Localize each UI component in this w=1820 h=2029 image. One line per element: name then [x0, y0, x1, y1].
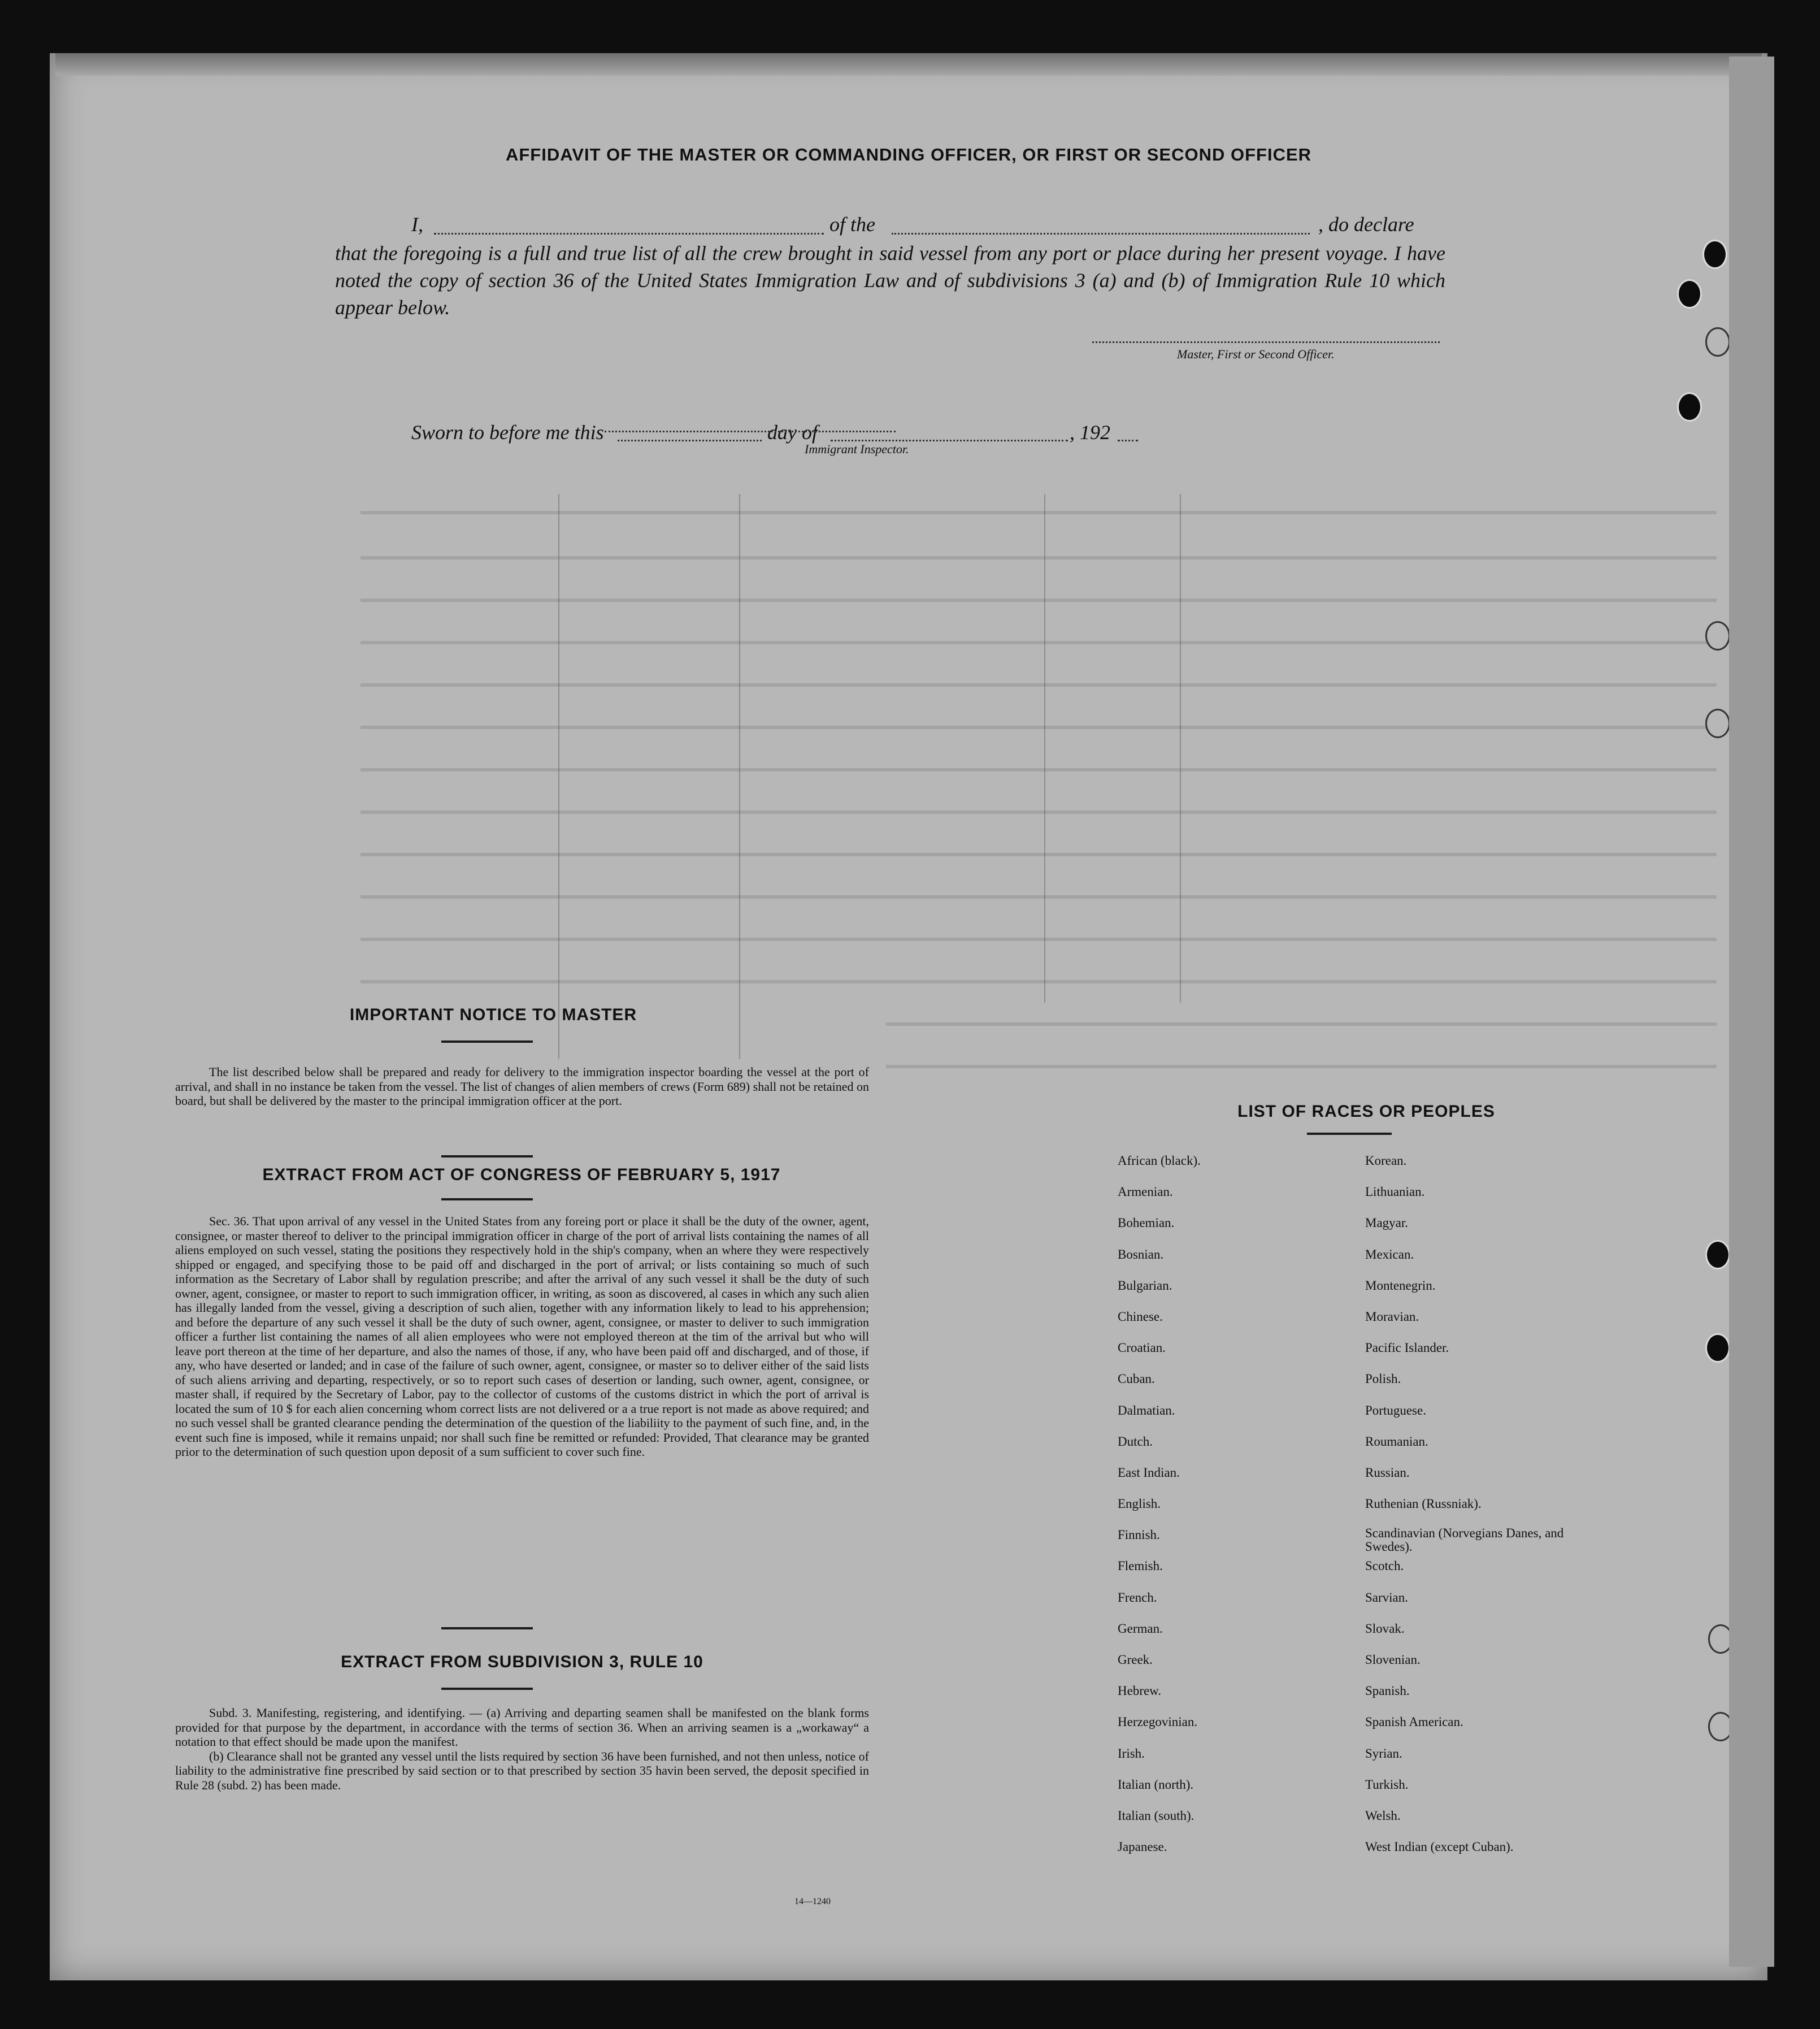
race-item: Bohemian.: [1118, 1216, 1175, 1230]
act-title-rule: [441, 1198, 533, 1200]
race-item: Portuguese.: [1365, 1403, 1426, 1417]
race-item: Armenian.: [1118, 1185, 1173, 1199]
binder-hole: [1677, 392, 1702, 422]
rule-top-rule: [441, 1627, 533, 1629]
bleed-row: [360, 683, 1717, 687]
race-item: German.: [1118, 1621, 1163, 1636]
sworn-prefix: Sworn to before me this: [411, 421, 604, 444]
race-item: Scotch.: [1365, 1559, 1404, 1573]
page-edge-strip: [1729, 57, 1774, 1967]
act-text: Sec. 36. That upon arrival of any vessel in the United States from any foreing port or place it shall be the duty of the owner, agent, consignee, or master thereof to deliver to the principal immigration officer in charge of the port of arrival lists containing the names of all aliens employed on such vessel, stating the positions they respectively hold in the ship's company, when an where they were respectively shipped or engaged, and specifying those to be paid off and discharged in the port of arrival; or lists containing so much of such information as the Secretary of Labor shall by regulation prescribe; and after the arrival of any such vessel it shall be the duty of such owner, agent, consignee, or master to report to such immigration officer, in writing, as soon as discovered, al cases in which any such alien has illegally landed from the vessel, giving a description of such alien, together with any information likely to lead to his apprehension; and before the departure of any such vessel it shall be the duty of such owner, agent, consignee, or master to deliver to such immigration officer a further list containing the names of all alien employees who were not employed thereon at the tim of the arrival but who will leave port thereon at the time of her departure, and also the names of those, if any, who have been paid off and discharged, and of those, if any, who have deserted or landed; and in case of the failure of such owner, agent, consignee, or master so to deliver either of the said lists of such aliens arriving and departing, respectively, or so to report such cases of desertion or landing, such owner, agent, consignee, or master shall, if required by the Secretary of Labor, pay to the collector of customs of the customs district in which the port of arrival is located the sum of 10 $ for each alien concerning whom correct lists are not delivered or a a true report is not made as above required; and no such vessel shall be granted clearance pending the determination of the question of the liabiliity to the payment of such fine, and, in the event such fine is imposed, while it remains unpaid; nor shall such fine be remitted or refunded: Provided, That clearance may be granted prior to the determination of such question upon deposit of a sum sufficient to cover such fine.: [175, 1214, 869, 1459]
race-item: Welsh.: [1365, 1808, 1401, 1823]
race-item: Italian (north).: [1118, 1777, 1194, 1792]
rule-text-b: (b) Clearance shall not be granted any vessel until the lists required by section 36 have been furnished, and not then unless, notice of liability to the administrative fine prescribed by said section or to that prescribed by section 35 havin been served, the deposit specified in Rule 28 (subd. 2) has been made.: [175, 1749, 869, 1792]
binder-hole: [1705, 327, 1730, 357]
race-item: Magyar.: [1365, 1216, 1409, 1230]
race-item: Finnish.: [1118, 1528, 1160, 1542]
race-item: Italian (south).: [1118, 1808, 1194, 1823]
races-title-rule: [1307, 1133, 1392, 1135]
act-paragraph: [175, 1214, 869, 1459]
race-item: Dutch.: [1118, 1434, 1153, 1449]
race-item: Montenegrin.: [1365, 1278, 1436, 1293]
vessel-blank-line: [892, 233, 1310, 235]
sworn-day-blank: [618, 440, 762, 441]
bleed-row: [360, 980, 1717, 983]
act-title: EXTRACT FROM ACT OF CONGRESS OF FEBRUARY 5, 1917: [262, 1165, 781, 1184]
bleed-row: [886, 1065, 1717, 1068]
race-item: Croatian.: [1118, 1341, 1166, 1355]
race-item: Chinese.: [1118, 1309, 1163, 1324]
notice-title: IMPORTANT NOTICE TO MASTER: [349, 1005, 637, 1024]
rule-title: EXTRACT FROM SUBDIVISION 3, RULE 10: [341, 1653, 703, 1671]
race-item: Lithuanian.: [1365, 1185, 1425, 1199]
binder-hole: [1705, 1240, 1730, 1269]
affidavit-title: AFFIDAVIT OF THE MASTER OR COMMANDING OFFICER, OR FIRST OR SECOND OFFICER: [505, 145, 1312, 164]
race-item: Pacific Islander.: [1365, 1341, 1449, 1355]
race-item: Flemish.: [1118, 1559, 1163, 1573]
race-item: African (black).: [1118, 1154, 1201, 1168]
race-item: French.: [1118, 1590, 1157, 1605]
bleed-row: [360, 511, 1717, 514]
officer-caption: Master, First or Second Officer.: [1177, 347, 1335, 361]
binder-hole: [1705, 1333, 1730, 1363]
race-item: Bulgarian.: [1118, 1278, 1172, 1293]
sworn-line: [411, 420, 1146, 449]
races-title: LIST OF RACES OR PEOPLES: [1237, 1102, 1495, 1121]
bleed-row: [360, 895, 1717, 899]
race-item: Hebrew.: [1118, 1684, 1162, 1698]
race-item: East Indian.: [1118, 1465, 1180, 1480]
inspector-signature-line: [605, 431, 896, 432]
race-item: Syrian.: [1365, 1746, 1402, 1761]
bleed-row: [360, 556, 1717, 560]
race-item: Sarvian.: [1365, 1590, 1409, 1605]
race-item: Cuban.: [1118, 1372, 1155, 1386]
bleed-column-line: [1044, 494, 1045, 1003]
bleed-column-line: [739, 494, 740, 1059]
notice-paragraph: [175, 1065, 869, 1108]
bleed-row: [360, 768, 1717, 771]
act-top-rule: [441, 1155, 533, 1157]
race-item: Slovenian.: [1365, 1653, 1421, 1667]
rule-paragraph: [175, 1706, 869, 1792]
inspector-caption: Immigrant Inspector.: [805, 442, 909, 456]
binder-hole: [1705, 709, 1730, 738]
race-item: Mexican.: [1365, 1247, 1414, 1261]
declaration-text: that the foregoing is a full and true list of all the crew brought in said vessel from any port or place during her present voyage. I have noted the copy of section 36 of the United States Immigration Law and of subdivisions 3 (a) and (b) of Immigration Rule 10 which appear below.: [335, 242, 1445, 319]
race-item: Polish.: [1365, 1372, 1401, 1386]
sworn-day-of: day of: [767, 421, 818, 444]
bleed-row: [360, 641, 1717, 644]
race-item: Roumanian.: [1365, 1434, 1428, 1449]
binder-hole: [1702, 240, 1727, 269]
race-item: Scandinavian (Norvegians Danes, and Swedes).: [1365, 1526, 1564, 1554]
bleed-row: [360, 599, 1717, 602]
race-item: Spanish American.: [1365, 1715, 1463, 1729]
rule-title-rule: [441, 1688, 533, 1690]
sworn-year-blank: [1118, 440, 1138, 441]
bleed-row: [886, 1022, 1717, 1026]
declaration-first-line: [411, 213, 1445, 241]
bleed-column-line: [1180, 494, 1181, 1003]
bleed-row: [360, 810, 1717, 814]
races-column-2: [1365, 1152, 1602, 1870]
race-item: Korean.: [1365, 1154, 1407, 1168]
rule-text-a: Subd. 3. Manifesting, registering, and identifying. — (a) Arriving and departing seamen shall be manifested on the blank forms provided for that purpose by the department, in accordance with the terms of section 36. When an arriving seamen is a „workaway“ a notation to that effect should be made upon the manifest.: [175, 1706, 869, 1749]
document-page: [50, 53, 1767, 1980]
race-item: Japanese.: [1118, 1840, 1167, 1854]
name-blank-line: [434, 233, 824, 235]
bleed-row: [360, 938, 1717, 941]
race-item: Herzegovinian.: [1118, 1715, 1198, 1729]
sworn-year: , 192: [1070, 421, 1110, 444]
declaration-of-the: of the: [829, 213, 875, 236]
sworn-month-blank: [831, 440, 1068, 441]
bleed-column-line: [558, 494, 559, 1059]
race-item: Bosnian.: [1118, 1247, 1164, 1261]
bleed-row: [360, 726, 1717, 729]
race-item: Russian.: [1365, 1465, 1410, 1480]
notice-text: The list described below shall be prepared and ready for delivery to the immigration inspector boarding the vessel at the port of arrival, and shall in no instance be taken from the vessel. The list of changes of alien members of crews (Form 689) shall not be retained on board, but shall be delivered by the master to the principal immigration officer at the port.: [175, 1065, 869, 1108]
race-item: Ruthenian (Russniak).: [1365, 1497, 1482, 1511]
binder-hole: [1677, 279, 1702, 309]
form-number: 14—1240: [794, 1897, 831, 1906]
race-item: Irish.: [1118, 1746, 1145, 1761]
declaration-do-declare: , do declare: [1318, 213, 1414, 236]
notice-title-rule: [441, 1040, 533, 1043]
races-column-1: [1118, 1152, 1344, 1870]
race-item: Dalmatian.: [1118, 1403, 1175, 1417]
race-item: Greek.: [1118, 1653, 1153, 1667]
race-item: Moravian.: [1365, 1309, 1419, 1324]
race-item: Spanish.: [1365, 1684, 1410, 1698]
binder-hole: [1705, 621, 1730, 651]
race-item: Turkish.: [1365, 1777, 1409, 1792]
officer-signature-line: [1092, 341, 1440, 343]
bleed-row: [360, 853, 1717, 856]
declaration-i: I,: [411, 213, 423, 236]
race-item: West Indian (except Cuban).: [1365, 1840, 1514, 1854]
race-item: Slovak.: [1365, 1621, 1405, 1636]
race-item: English.: [1118, 1497, 1161, 1511]
page-top-edge: [55, 53, 1762, 76]
